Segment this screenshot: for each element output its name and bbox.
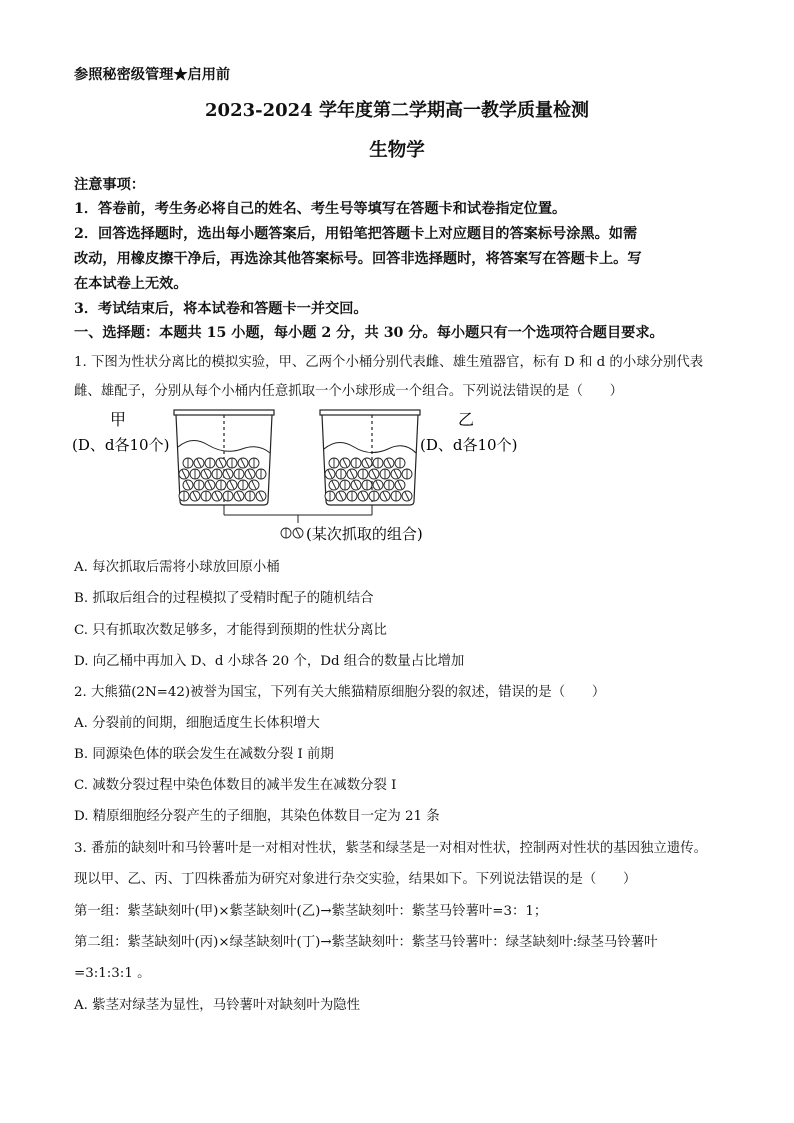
q2-stem: 2. 大熊猫(2N=42)被誉为国宝，下列有关大熊猫精原细胞分裂的叙述，错误的是（ ） (74, 685, 606, 700)
q2-option-d: D. 精原细胞经分裂产生的子细胞，其染色体数目一定为 21 条 (74, 809, 440, 824)
sample-combination-balls (281, 528, 303, 538)
note-item-2-line-1: 2．回答选择题时，选出每小题答案后，用铅笔把答题卡上对应题目的答案标号涂黑。如需 (74, 226, 638, 242)
note-item-2-line-3: 在本试卷上无效。 (74, 276, 188, 292)
q3-stem-line-2: 现以甲、乙、丙、丁四株番茄为研究对象进行杂交实验，结果如下。下列说法错误的是（ ） (74, 872, 637, 887)
label-combination: (某次抓取的组合) (306, 525, 423, 543)
bucket-jia-balls (179, 458, 266, 501)
q1-figure (70, 405, 530, 550)
q3-group-2-line-2: =3:1:3:1 。 (74, 966, 151, 981)
note-item-3: 3．考试结束后，将本试卷和答题卡一并交回。 (74, 301, 368, 317)
bucket-yi (320, 410, 420, 505)
label-jia-desc: (D、d各10个) (72, 436, 170, 454)
bucket-yi-balls (325, 458, 412, 501)
q1-stem-line-1: 1. 下图为性状分离比的模拟实验，甲、乙两个小桶分别代表雌、雄生殖器官，标有 D 和 d 的小球分别代表 (74, 355, 704, 370)
notes-heading: 注意事项： (74, 177, 145, 193)
q3-group-2-line-1: 第二组：紫茎缺刻叶(丙)×绿茎缺刻叶(丁)→紫茎缺刻叶：紫茎马铃薯叶：绿茎缺刻叶:绿茎马铃薯叶 (74, 935, 658, 950)
q3-stem-line-1: 3. 番茄的缺刻叶和马铃薯叶是一对相对性状，紫茎和绿茎是一对相对性状，控制两对性状的基因独立遗传。 (74, 841, 707, 856)
label-yi-desc: (D、d各10个) (420, 436, 518, 454)
exam-title: 2023-2024 学年度第二学期高一教学质量检测 (205, 100, 589, 121)
note-item-1: 1．答卷前，考生务必将自己的姓名、考生号等填写在答题卡和试卷指定位置。 (74, 201, 567, 217)
q2-option-c: C. 减数分裂过程中染色体数目的减半发生在减数分裂 I (74, 778, 397, 793)
q3-option-a: A. 紫茎对绿茎为显性，马铃薯叶对缺刻叶为隐性 (74, 998, 360, 1013)
q3-group-1: 第一组：紫茎缺刻叶(甲)×紫茎缺刻叶(乙)→紫茎缺刻叶：紫茎马铃薯叶=3：1； (74, 904, 548, 919)
section-heading: 一、选择题：本题共 15 小题，每小题 2 分，共 30 分。每小题只有一个选项符合题目要求。 (74, 325, 664, 341)
q1-option-d: D. 向乙桶中再加入 D、d 小球各 20 个，Dd 组合的数量占比增加 (74, 654, 465, 669)
confidential-mark: 参照秘密级管理★启用前 (74, 67, 231, 83)
note-item-2-line-2: 改动，用橡皮擦干净后，再选涂其他答案标号。回答非选择题时，将答案写在答题卡上。写 (74, 251, 642, 267)
label-yi: 乙 (458, 410, 475, 429)
exam-subject: 生物学 (369, 140, 425, 161)
label-jia: 甲 (110, 410, 127, 429)
q1-option-a: A. 每次抓取后需将小球放回原小桶 (74, 560, 280, 575)
combination-connector (224, 505, 372, 523)
q2-option-a: A. 分裂前的间期，细胞适度生长体积增大 (74, 716, 320, 731)
bucket-jia (174, 410, 274, 505)
q1-option-b: B. 抓取后组合的过程模拟了受精时配子的随机结合 (74, 591, 374, 606)
q2-option-b: B. 同源染色体的联会发生在减数分裂 I 前期 (74, 747, 334, 762)
q1-option-c: C. 只有抓取次数足够多，才能得到预期的性状分离比 (74, 623, 387, 638)
q1-stem-line-2: 雌、雄配子，分别从每个小桶内任意抓取一个小球形成一个组合。下列说法错误的是（ ） (74, 384, 624, 399)
